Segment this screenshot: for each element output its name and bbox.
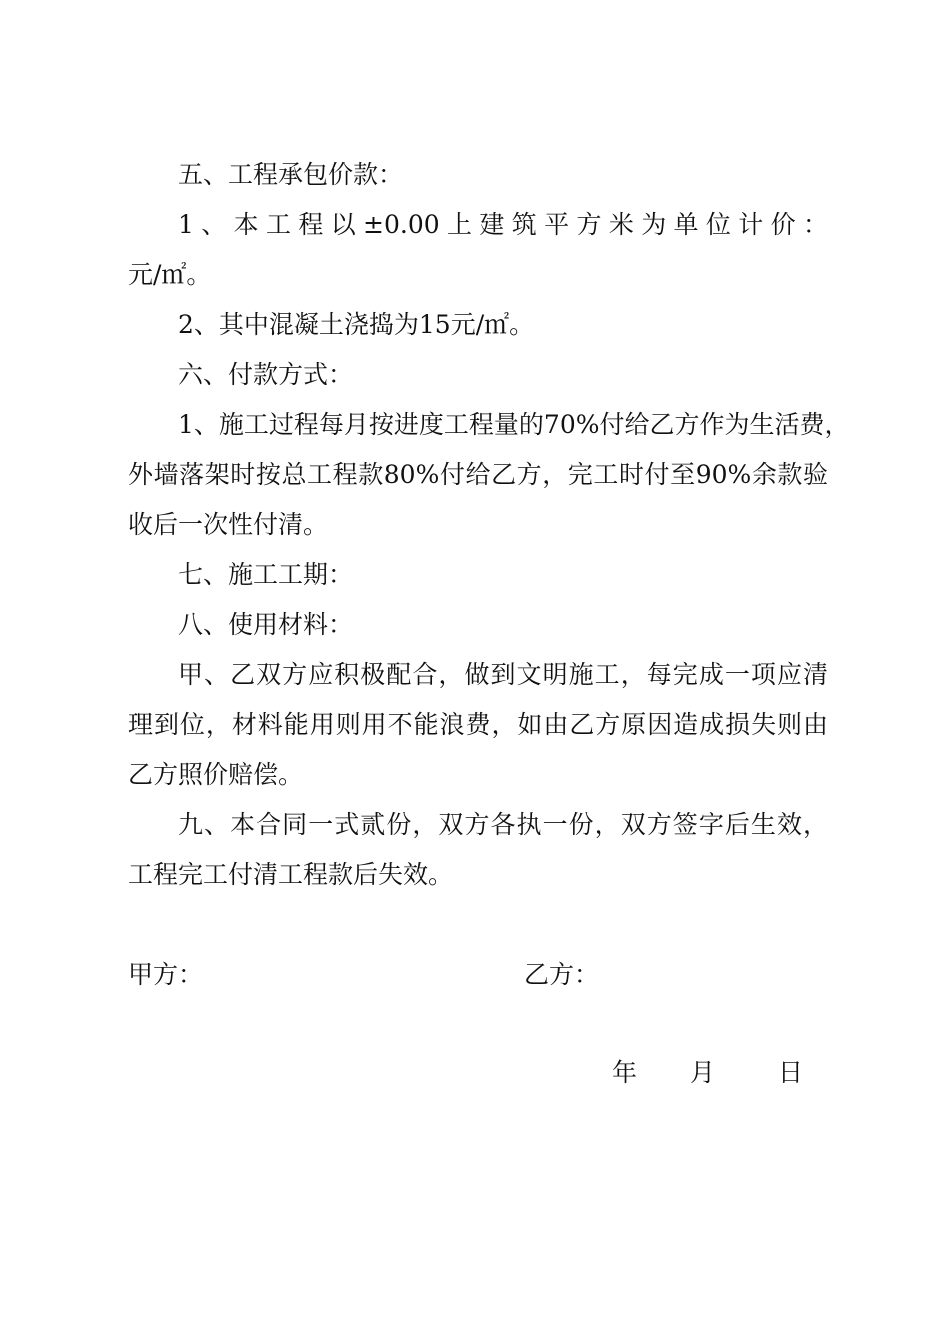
- section-9-line-1: 九、本合同一式贰份，双方各执一份，双方签字后生效，: [178, 810, 828, 839]
- party-a-signature-label: 甲方：: [128, 960, 204, 989]
- date-year-label: 年: [612, 1058, 638, 1087]
- section-5-item-1-line-2: 元/㎡。: [128, 260, 212, 289]
- section-5-item-1-line-1: 1、本工程以±0.00上建筑平方米为单位计价：: [178, 210, 828, 239]
- section-5-title: 五、工程承包价款：: [178, 160, 404, 189]
- date-month-label: 月: [690, 1058, 716, 1087]
- section-8-title: 八、使用材料：: [178, 610, 354, 639]
- section-9-line-2: 工程完工付清工程款后失效。: [128, 860, 454, 889]
- section-6-item-1-line-2: 外墙落架时按总工程款80%付给乙方，完工时付至90%余款验: [128, 460, 828, 489]
- section-7-title: 七、施工工期：: [178, 560, 354, 589]
- section-8-paragraph-line-2: 理到位，材料能用则用不能浪费，如由乙方原因造成损失则由: [128, 710, 828, 739]
- section-8-paragraph-line-1: 甲、乙双方应积极配合，做到文明施工，每完成一项应清: [178, 660, 828, 689]
- section-6-title: 六、付款方式：: [178, 360, 354, 389]
- date-day-label: 日: [778, 1058, 804, 1087]
- section-6-item-1-line-1: 1、施工过程每月按进度工程量的70%付给乙方作为生活费，: [178, 410, 850, 439]
- section-6-item-1-line-3: 收后一次性付清。: [128, 510, 329, 539]
- party-b-signature-label: 乙方：: [524, 960, 600, 989]
- section-8-paragraph-line-3: 乙方照价赔偿。: [128, 760, 304, 789]
- section-5-item-2: 2、其中混凝土浇捣为15元/㎡。: [178, 310, 535, 339]
